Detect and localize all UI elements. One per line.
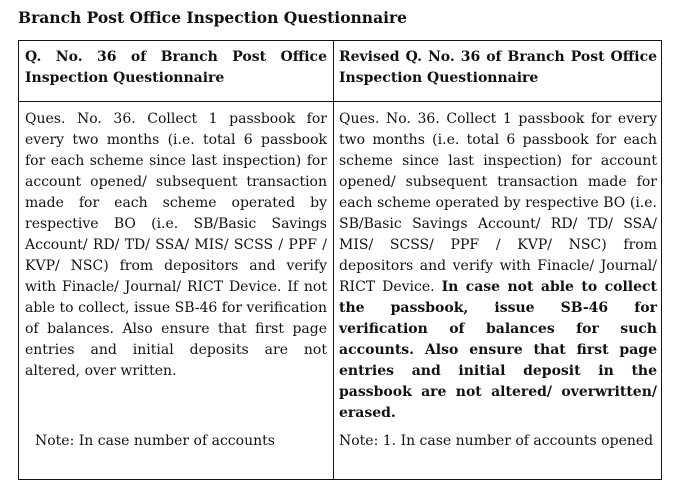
left-question-paragraph: Ques. No. 36. Collect 1 passbook for every two months (i.e. total 6 passbook for each scheme since last inspection) for account opened/ subsequent transaction made for each scheme operated by respective BO (i.e. SB/Basic Savings Account/ RD/ TD/ SSA/ MIS/ SCSS / PPF / KVP/ NSC) from depositors and verify with Finacle/ Journal/ RICT Device. If not able to collect, issue SB-46 for verification of balances. Also ensure that first page entries and initial deposits are not altered, over written. [25, 111, 327, 379]
left-column-header: Q. No. 36 of Branch Post Office Inspection Questionnaire [25, 49, 327, 86]
right-question-paragraph [339, 109, 657, 424]
right-note: Note: 1. In case number of accounts opened [339, 433, 654, 449]
right-question-revision: In case not able to collect the passbook, issue SB-46 for verification of balances for such accounts. Also ensure that first page entries and initial deposit in the passbook are not altered/ overwritten/ erased. [339, 279, 657, 421]
left-note: Note: In case number of accounts [35, 433, 275, 449]
header-divider [19, 101, 661, 102]
document-title: Branch Post Office Inspection Questionnaire [18, 8, 408, 27]
column-divider [333, 41, 334, 479]
right-question-text [339, 109, 657, 424]
left-question-text [25, 109, 327, 382]
right-question-plain: Ques. No. 36. Collect 1 passbook for every two months (i.e. total 6 passbook for each scheme since last inspection) for account opened/ subsequent transaction made for each scheme operated by respective BO (i.e. SB/Basic Savings Account/ RD/ TD/ SSA/ MIS/ SCSS/ PPF / KVP/ NSC) from depositors and verify with Finacle/ Journal/ RICT Device. [339, 111, 657, 295]
right-column-header: Revised Q. No. 36 of Branch Post Office Inspection Questionnaire [339, 49, 657, 86]
comparison-table [18, 40, 662, 480]
